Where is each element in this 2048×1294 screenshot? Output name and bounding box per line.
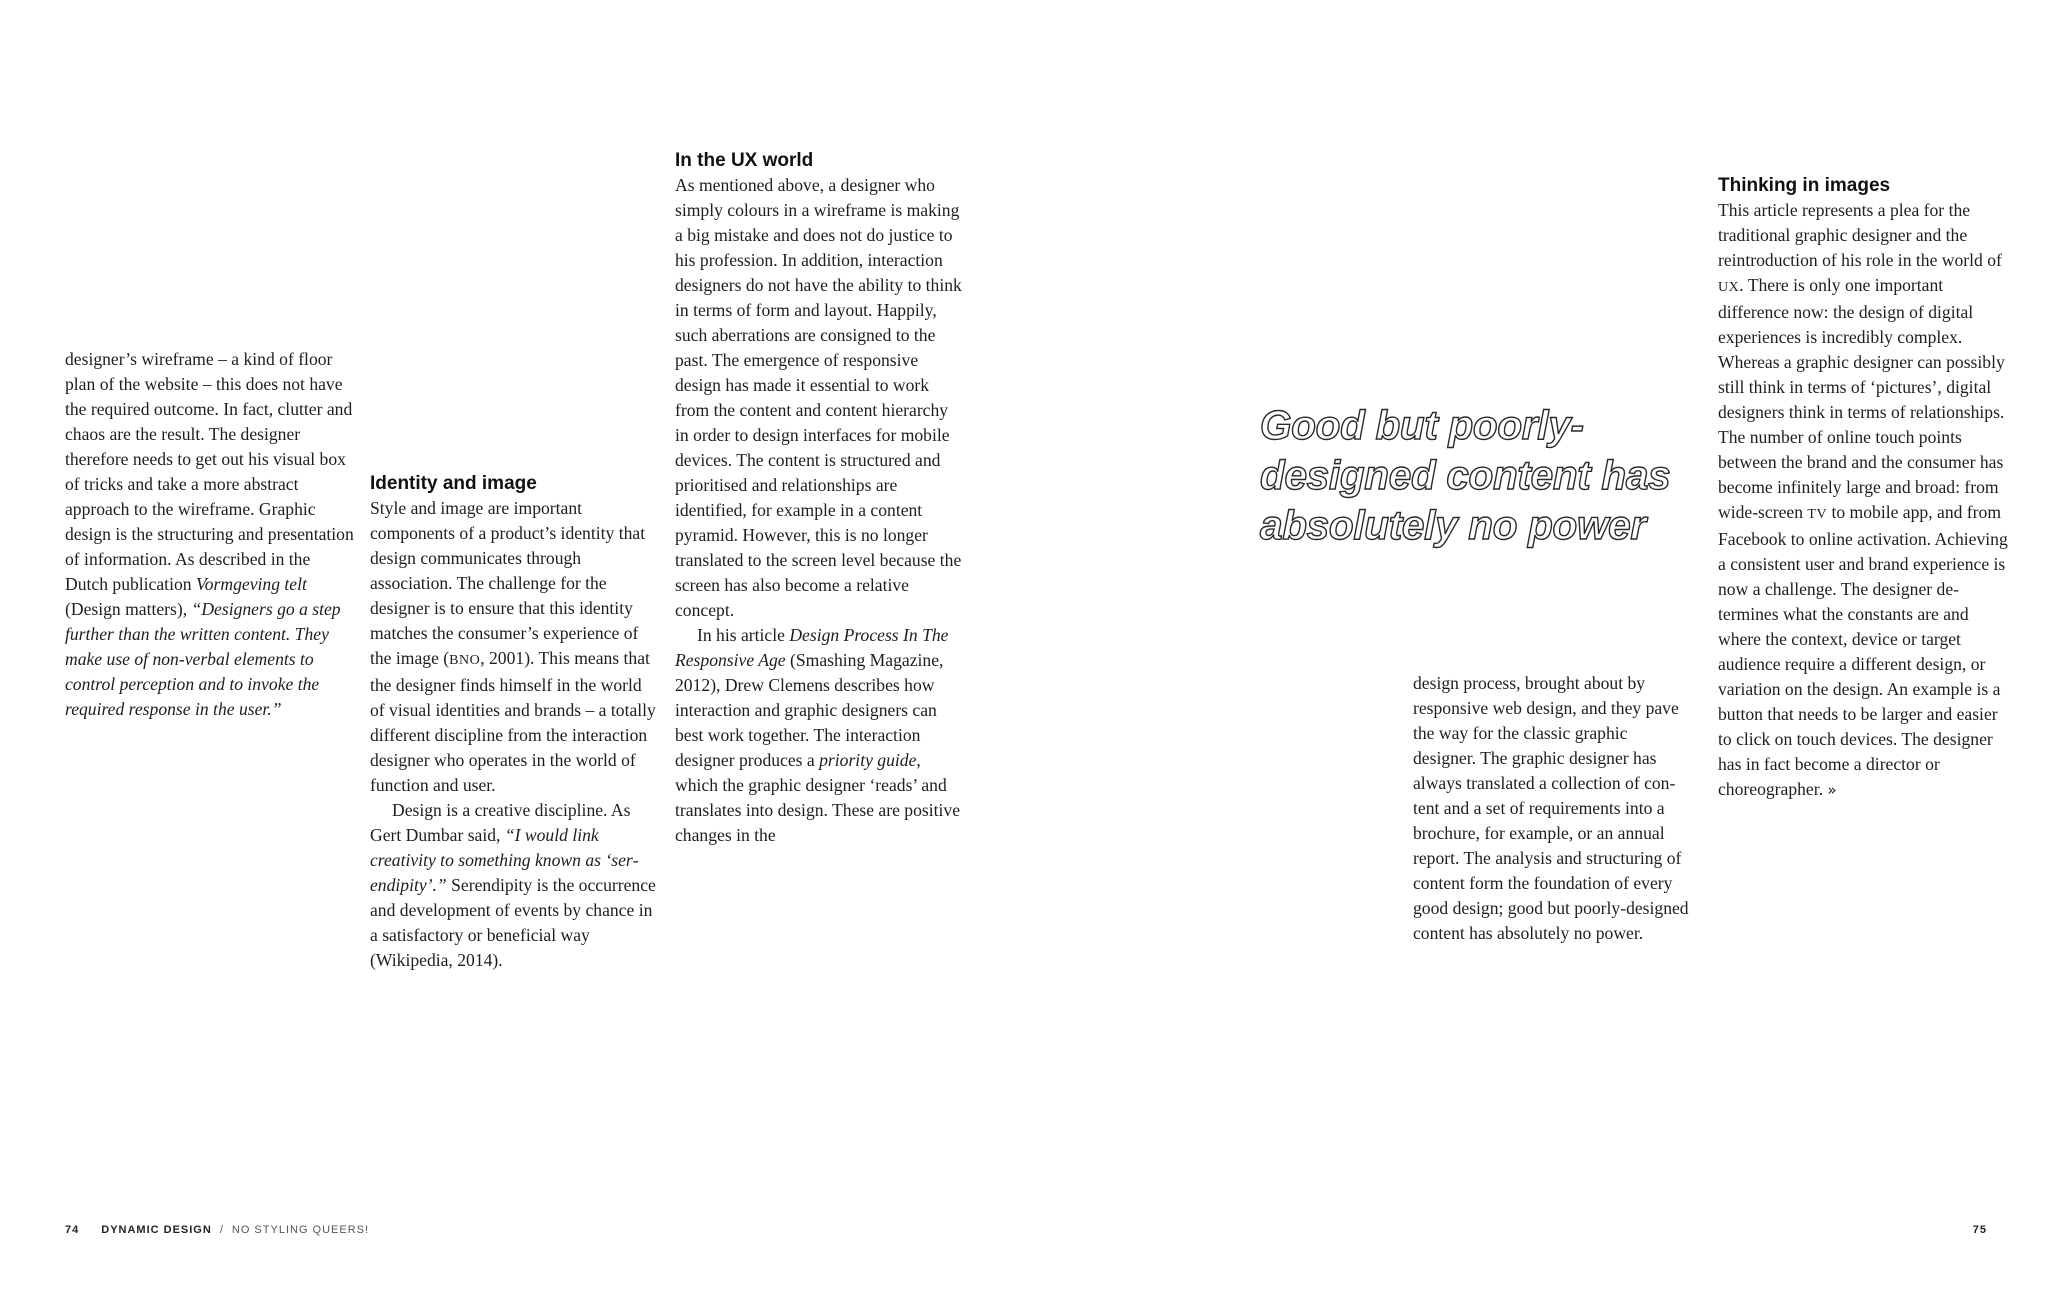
column-5 — [1718, 173, 2008, 803]
text-run: Serendipity is the occurrence and development of events by chance in a satisfactory or beneficial way (Wikipedia, 2014). — [370, 875, 656, 970]
small-caps-text: TV — [1807, 507, 1828, 522]
small-caps-text: UX — [1718, 280, 1740, 295]
text-run: In his article — [697, 625, 790, 645]
text-run: design process, brought about by responsive web design, and they pave the way for the classic graphic designer. The graphic designer has always translated a collection of content and a set of requirements into a brochure, for example, or an annual report. The analysis and structuring of content form the foundation of every good design; good but poorly-designed content has absolutely no power. — [1413, 673, 1689, 943]
body-paragraph — [1718, 198, 2008, 803]
pull-quote: Good but poorly-designed content has absolutely no power — [1260, 402, 1671, 548]
column-2 — [370, 471, 660, 973]
quotation: “I would link creativity to something known as ‘serendipity’.” — [370, 825, 639, 895]
column-3 — [675, 148, 965, 848]
book-title: DYNAMIC DESIGN — [101, 1224, 212, 1236]
footer-left — [65, 1224, 369, 1236]
text-run: Design is a creative discipline. As Gert Dumbar said, — [370, 800, 631, 845]
text-run: As mentioned above, a designer who simply colours in a wireframe is making a big mistake and does not do justice to his profession. In addition, interaction designers do not have the ability to think in terms of form and layout. Happily, such aberrations are consigned to the past. The emergence of responsive design has made it essential to work from the content and content hierarchy in order to design interfaces for mobile devices. The content is structured and prioritised and relationships are identified, for example in a content pyramid. However, this is no longer translated to the screen level because the screen has also become a relative concept. — [675, 175, 962, 620]
text-run: (Smashing Magazine, 2012), Drew Clemens describes how interaction and graphic designers can best work together. The interaction designer produces a — [675, 650, 944, 770]
chapter-title: NO STYLING QUEERS! — [231, 1224, 370, 1236]
end-of-article-mark: » — [1827, 781, 1837, 799]
footer-right — [1973, 1224, 1987, 1236]
text-run: designer’s wireframe – a kind of floor plan of the website – this does not have the required outcome. In fact, clutter and chaos are the result. The designer therefore needs to get out his visual box of tricks and take a more abstract approach to the wireframe. Graphic design is the structuring and presentation of information. As described in the Dutch publication — [65, 349, 354, 594]
text-run: to mobile app, and from Facebook to online activation. Achieving a consistent user and brand experience is now a challenge. The designer determines what the constants are and where the context, device or target audience require a different design, or variation on the design. An example is a button that needs to be larger and easier to click on touch devices. The designer has in fact become a director or choreographer. — [1718, 502, 2008, 799]
body-paragraph — [370, 496, 660, 973]
text-run: , 2001). This means that the designer finds himself in the world of visual identities and brands – a totally different discipline from the interaction designer who operates in the world of function and user. — [370, 648, 656, 795]
body-paragraph — [1413, 671, 1693, 946]
quotation: “Designers go a step further than the written content. They make use of non-verbal elements to control perception and to invoke the required response in the user.” — [65, 599, 341, 719]
footer-separator: / — [219, 1224, 224, 1236]
column-1 — [65, 347, 355, 722]
text-run: This article represents a plea for the traditional graphic designer and the reintroduction of his role in the world of — [1718, 200, 2002, 270]
text-run: , which the graphic designer ‘reads’ and translates into design. These are positive changes in the — [675, 750, 961, 845]
emphasis: priority guide — [819, 750, 917, 770]
column-4 — [1413, 671, 1693, 946]
text-run: Style and image are important components of a product’s identity that design communicates through association. The challenge for the designer is to ensure that this identity matches the consumer’s experience of the image ( — [370, 498, 646, 668]
text-run: . There is only one important difference now: the design of digital experiences is incredibly complex. Whereas a graphic designer can possibly still think in terms of ‘pictures’, digital designers think in terms of relationships. The number of online touch points between the brand and the consumer has become infinitely large and broad: from wide-screen — [1718, 275, 2005, 522]
page-number: 75 — [1972, 1224, 1987, 1236]
small-caps-text: BNO — [449, 653, 481, 668]
page-number: 74 — [65, 1224, 80, 1236]
body-paragraph — [65, 347, 355, 722]
body-paragraph — [675, 173, 965, 848]
article-title: Design Process In The Responsive Age — [675, 625, 949, 670]
section-heading: Identity and image — [370, 473, 537, 494]
text-run: (Design matters), — [65, 599, 192, 619]
section-heading: Thinking in images — [1718, 175, 1891, 196]
publication-title: Vormgeving telt — [195, 574, 307, 594]
section-heading: In the UX world — [675, 150, 814, 171]
